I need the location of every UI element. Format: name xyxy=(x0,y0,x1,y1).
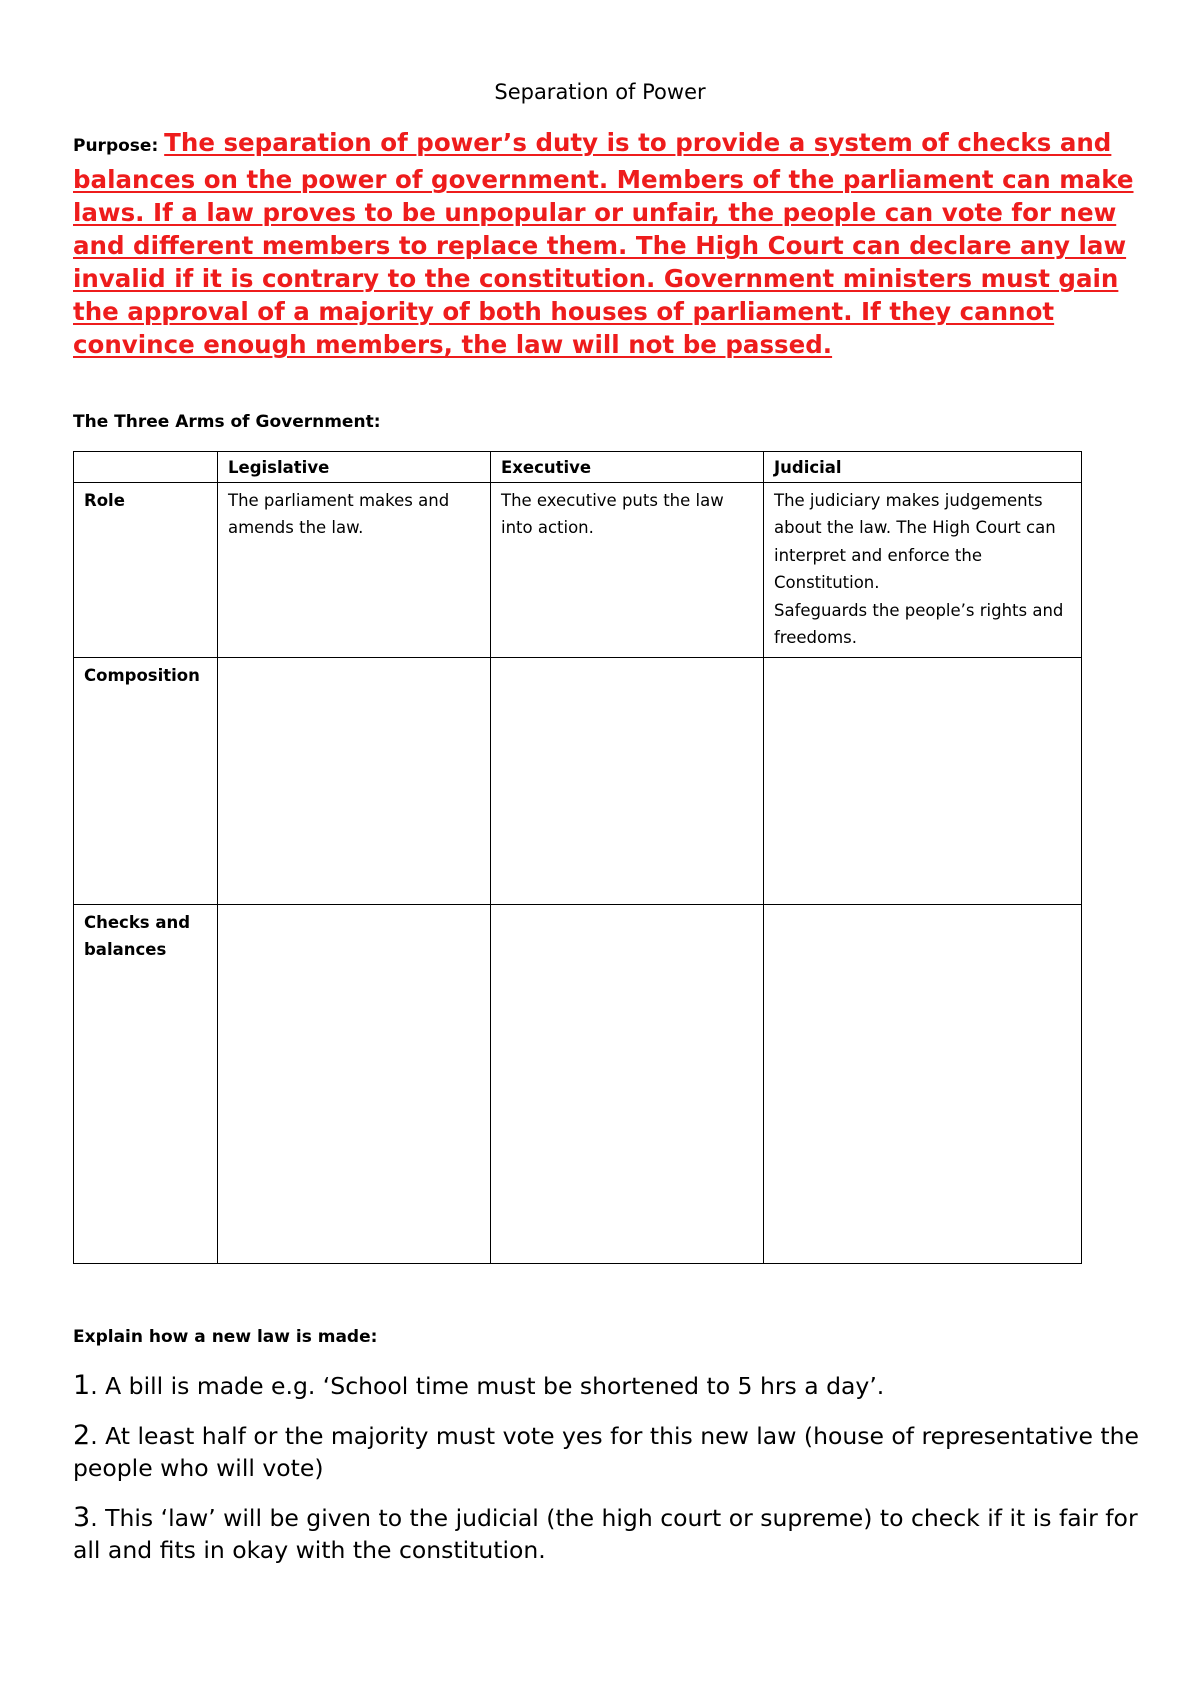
explain-law-heading: Explain how a new law is made: xyxy=(73,1327,378,1347)
cell-composition-executive xyxy=(491,657,764,904)
cell-role-judicial xyxy=(764,482,1082,657)
table-row-role xyxy=(74,482,1082,657)
cell-checks-judicial xyxy=(764,904,1082,1263)
judicial-role-text: The judiciary makes judgements about the law. The High Court can interpret and enforce the Constitution. xyxy=(774,490,1056,592)
cell-role-legislative: The parliament makes and amends the law. xyxy=(218,482,491,657)
cell-checks-executive xyxy=(491,904,764,1263)
row-label-checks-and-balances: Checks and balances xyxy=(74,904,218,1263)
law-steps-list xyxy=(73,1370,1153,1584)
step-number: 3 xyxy=(73,1502,91,1533)
cell-composition-legislative xyxy=(218,657,491,904)
column-header-judicial: Judicial xyxy=(764,452,1082,483)
arms-of-government-table xyxy=(73,451,1082,1264)
purpose-label: Purpose: xyxy=(73,136,165,156)
cell-checks-legislative xyxy=(218,904,491,1263)
step-text: . This ‘law’ will be given to the judicial (the high court or supreme) to check if it is fair for all and fits in okay with the constitution. xyxy=(73,1504,1138,1564)
step-text: . A bill is made e.g. ‘School time must be shortened to 5 hrs a day’. xyxy=(90,1372,885,1400)
column-header-blank xyxy=(74,452,218,483)
judicial-role-extra-text: Safeguards the people’s rights and freedoms. xyxy=(774,600,1064,647)
column-header-executive: Executive xyxy=(491,452,764,483)
step-number: 2 xyxy=(73,1420,91,1451)
step-number: 1 xyxy=(73,1370,91,1401)
purpose-text: The separation of power’s duty is to provide a system of checks and balances on the power of government. Members of the parliament can make laws. If a law proves to be unpopular or unfair, the people can vote for new and different members to replace them. The High Court can declare any law invalid if it is contrary to the constitution. Government ministers must gain the approval of a majority of both houses of parliament. If they cannot convince enough members, the law will not be passed. xyxy=(73,128,1134,359)
arms-of-government-heading: The Three Arms of Government: xyxy=(73,412,381,432)
cell-role-executive: The executive puts the law into action. xyxy=(491,482,764,657)
list-item xyxy=(73,1370,1153,1402)
cell-composition-judicial xyxy=(764,657,1082,904)
row-label-role: Role xyxy=(74,482,218,657)
table-row-composition xyxy=(74,657,1082,904)
purpose-paragraph xyxy=(73,126,1143,361)
list-item xyxy=(73,1420,1153,1484)
row-label-composition: Composition xyxy=(74,657,218,904)
column-header-legislative: Legislative xyxy=(218,452,491,483)
table-header-row xyxy=(74,452,1082,483)
step-text: . At least half or the majority must vote yes for this new law (house of representative the people who will vote) xyxy=(73,1422,1140,1482)
page-title: Separation of Power xyxy=(494,80,706,104)
table-row-checks-and-balances xyxy=(74,904,1082,1263)
list-item xyxy=(73,1502,1153,1566)
